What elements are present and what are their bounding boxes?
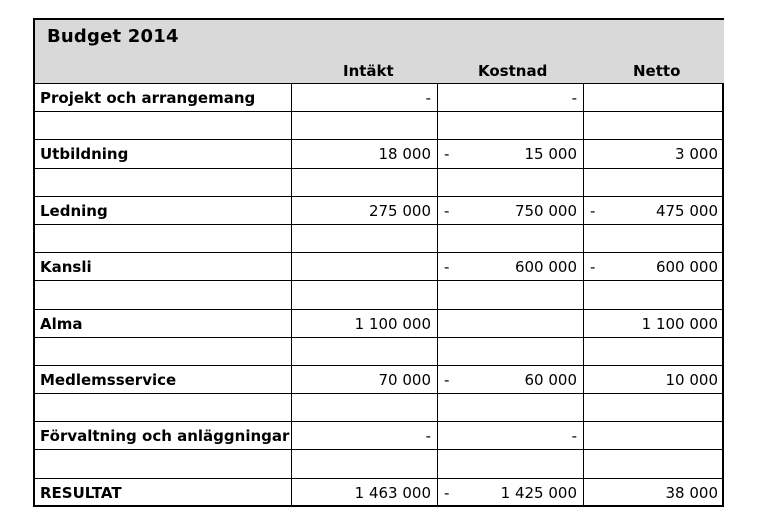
netto-cell xyxy=(583,197,724,224)
column-header-intakt: Intäkt xyxy=(343,62,394,80)
netto-cell xyxy=(583,394,724,421)
row-label-cell xyxy=(35,338,291,365)
row-label-cell xyxy=(35,84,291,111)
intakt-cell xyxy=(291,84,437,111)
kostnad-cell xyxy=(437,366,583,393)
netto-cell xyxy=(583,422,724,449)
table-row xyxy=(35,140,724,168)
row-label: RESULTAT xyxy=(40,483,122,502)
intakt-cell xyxy=(291,479,437,507)
netto-sign: - xyxy=(590,258,596,277)
budget-table xyxy=(33,18,724,507)
table-row xyxy=(35,310,724,338)
netto-cell xyxy=(583,253,724,280)
kostnad-sign: - xyxy=(444,201,450,220)
kostnad-cell xyxy=(437,84,583,111)
kostnad-value: 600 000 xyxy=(514,258,577,277)
netto-cell xyxy=(583,140,724,167)
table-row xyxy=(35,112,724,140)
netto-cell xyxy=(583,281,724,308)
kostnad-sign: - xyxy=(444,145,450,164)
intakt-value: 275 000 xyxy=(368,201,431,220)
intakt-value: 70 000 xyxy=(378,370,431,389)
table-row xyxy=(35,84,724,112)
kostnad-cell xyxy=(437,140,583,167)
kostnad-value: 60 000 xyxy=(524,370,577,389)
kostnad-sign: - xyxy=(444,483,450,502)
table-header xyxy=(35,20,724,84)
netto-cell xyxy=(583,225,724,252)
kostnad-cell xyxy=(437,281,583,308)
kostnad-cell xyxy=(437,338,583,365)
kostnad-cell xyxy=(437,197,583,224)
kostnad-cell xyxy=(437,310,583,337)
kostnad-value: 750 000 xyxy=(514,201,577,220)
kostnad-cell xyxy=(437,450,583,477)
kostnad-value: 15 000 xyxy=(524,145,577,164)
netto-value: 38 000 xyxy=(665,483,718,502)
row-label-cell xyxy=(35,310,291,337)
intakt-cell xyxy=(291,140,437,167)
row-label: Ledning xyxy=(40,201,108,220)
table-row xyxy=(35,169,724,197)
kostnad-cell xyxy=(437,422,583,449)
kostnad-cell xyxy=(437,479,583,507)
intakt-value: 1 463 000 xyxy=(354,483,431,502)
row-label-cell xyxy=(35,225,291,252)
table-body xyxy=(35,84,724,507)
row-label: Förvaltning och anläggningar xyxy=(40,427,290,446)
row-label-cell xyxy=(35,140,291,167)
intakt-cell xyxy=(291,169,437,196)
netto-sign: - xyxy=(590,201,596,220)
column-header-kostnad: Kostnad xyxy=(478,62,548,80)
kostnad-cell xyxy=(437,253,583,280)
intakt-cell xyxy=(291,366,437,393)
row-label-cell xyxy=(35,422,291,449)
row-label-cell xyxy=(35,169,291,196)
table-row xyxy=(35,394,724,422)
column-header-netto: Netto xyxy=(633,62,681,80)
netto-value: 1 100 000 xyxy=(641,314,718,333)
row-label-cell xyxy=(35,112,291,139)
intakt-cell xyxy=(291,281,437,308)
table-row xyxy=(35,450,724,478)
row-label-cell xyxy=(35,281,291,308)
row-label-cell xyxy=(35,450,291,477)
intakt-value: 18 000 xyxy=(378,145,431,164)
intakt-cell xyxy=(291,225,437,252)
netto-cell xyxy=(583,84,724,111)
kostnad-value: - xyxy=(571,89,577,107)
netto-value: 3 000 xyxy=(675,145,718,164)
table-row xyxy=(35,422,724,450)
netto-value: 600 000 xyxy=(655,258,718,277)
intakt-value: - xyxy=(425,89,431,107)
table-row xyxy=(35,281,724,309)
row-label-cell xyxy=(35,394,291,421)
row-label: Kansli xyxy=(40,258,92,277)
row-label-cell xyxy=(35,253,291,280)
netto-cell xyxy=(583,366,724,393)
table-title: Budget 2014 xyxy=(47,26,179,47)
kostnad-sign: - xyxy=(444,258,450,277)
netto-value: 10 000 xyxy=(665,370,718,389)
netto-cell xyxy=(583,112,724,139)
table-row xyxy=(35,253,724,281)
intakt-cell xyxy=(291,422,437,449)
table-row xyxy=(35,225,724,253)
kostnad-cell xyxy=(437,169,583,196)
row-label-cell xyxy=(35,479,291,507)
intakt-cell xyxy=(291,112,437,139)
netto-value: 475 000 xyxy=(655,201,718,220)
intakt-cell xyxy=(291,310,437,337)
intakt-cell xyxy=(291,197,437,224)
table-row xyxy=(35,338,724,366)
intakt-cell xyxy=(291,338,437,365)
table-row xyxy=(35,197,724,225)
netto-cell xyxy=(583,169,724,196)
kostnad-sign: - xyxy=(444,370,450,389)
row-label: Alma xyxy=(40,314,83,333)
netto-cell xyxy=(583,479,724,507)
kostnad-value: 1 425 000 xyxy=(500,483,577,502)
intakt-value: 1 100 000 xyxy=(354,314,431,333)
kostnad-cell xyxy=(437,225,583,252)
intakt-cell xyxy=(291,450,437,477)
row-label: Medlemsservice xyxy=(40,370,177,389)
intakt-cell xyxy=(291,394,437,421)
table-row xyxy=(35,479,724,507)
row-label-cell xyxy=(35,197,291,224)
netto-cell xyxy=(583,450,724,477)
kostnad-value: - xyxy=(571,427,577,446)
netto-cell xyxy=(583,310,724,337)
netto-cell xyxy=(583,338,724,365)
intakt-cell xyxy=(291,253,437,280)
table-row xyxy=(35,366,724,394)
row-label: Utbildning xyxy=(40,145,129,164)
row-label: Projekt och arrangemang xyxy=(40,89,256,107)
kostnad-cell xyxy=(437,394,583,421)
kostnad-cell xyxy=(437,112,583,139)
intakt-value: - xyxy=(425,427,431,446)
row-label-cell xyxy=(35,366,291,393)
